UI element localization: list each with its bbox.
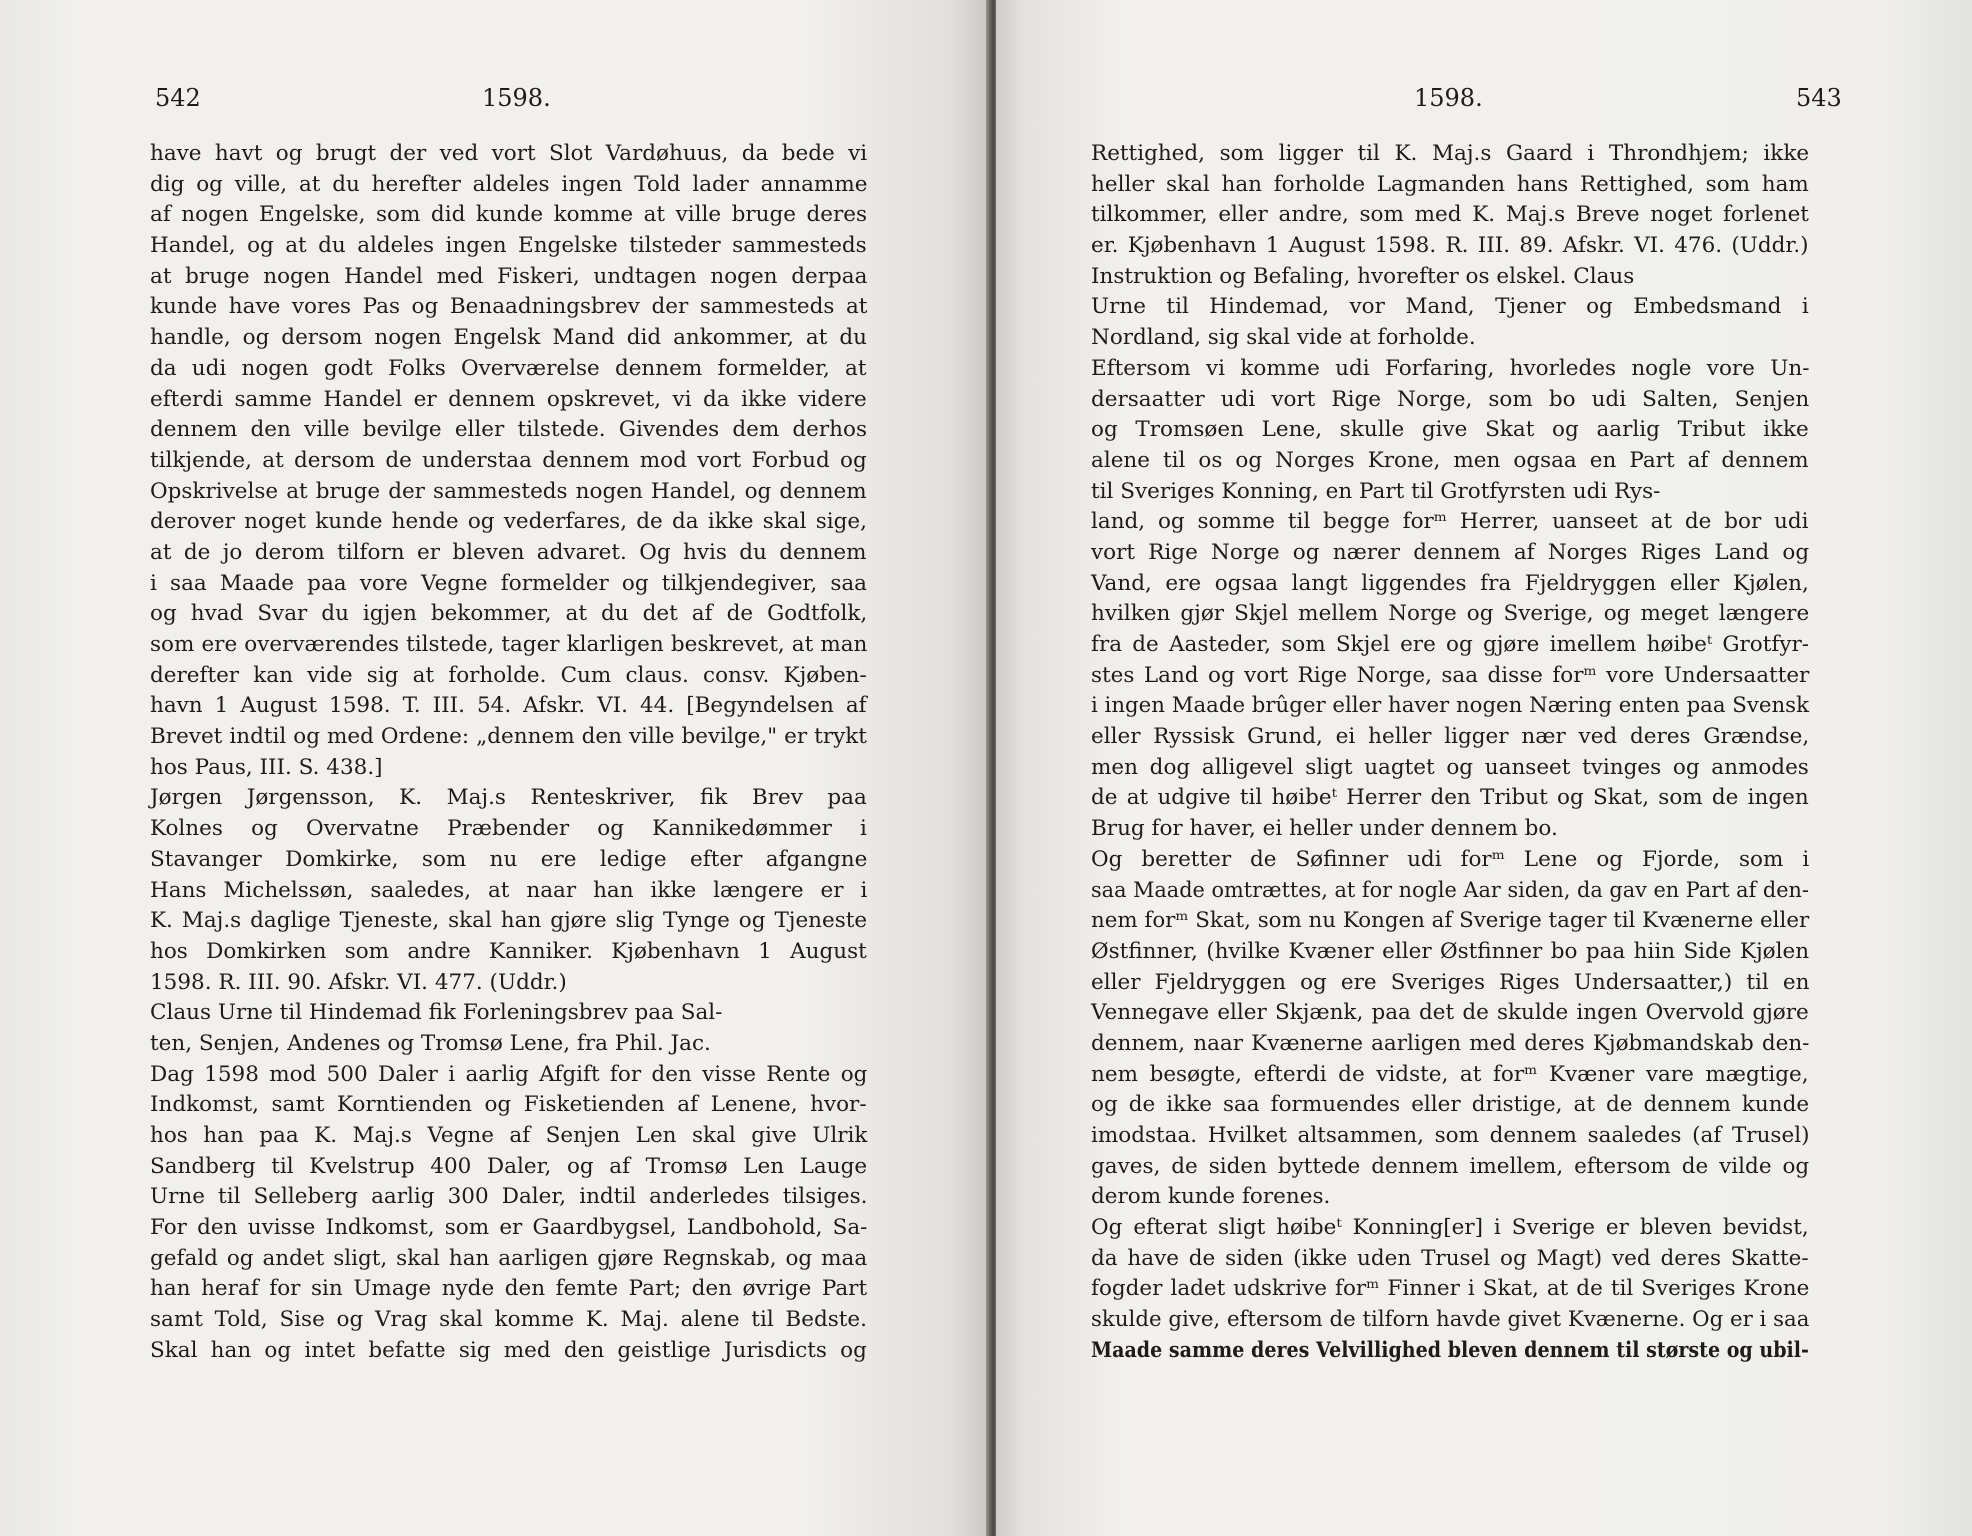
text-line: dennem den ville bevilge eller tilstede. Givendes dem derhos [150,417,868,443]
text-line: derom kunde forenes. [1091,1184,1331,1210]
text-line: tilkommer, eller andre, som med K. Maj.s Breve noget forlenet [1091,202,1809,228]
text-line: efterdi samme Handel er dennem opskrevet, vi da ikke videre [150,386,867,412]
text-line: gefald og andet sligt, skal han aarligen gjøre Regnskab, og maa [150,1245,868,1271]
text-line: Nordland, sig skal vide at forholde. [1091,325,1476,351]
text-line: af nogen Engelske, som did kunde komme at ville bruge deres [150,202,868,228]
text-line: dersaatter udi vort Rige Norge, som bo udi Salten, Senjen [1091,386,1810,412]
text-line: Claus Urne til Hindemad fik Forleningsbrev paa Sal- [150,1000,723,1026]
text-line: Skal han og intet befatte sig med den geistlige Jurisdicts og [150,1337,867,1363]
text-line: Hans Michelssøn, saaledes, at naar han ikke længere er i [150,877,868,903]
right-running-head: 1598. [1414,84,1483,112]
text-line: kunde have vores Pas og Benaadningsbrev der sammesteds at [150,294,868,320]
text-line: Vennegave eller Skjænk, paa det de skulde ingen Overvold gjøre [1091,1000,1809,1026]
text-line: Instruktion og Befaling, hvorefter os elskel. Claus [1091,263,1635,289]
text-line: Og efterat sligt høibeᵗ Konning[er] i Sverige er bleven bevidst, [1091,1215,1809,1241]
left-running-head: 1598. [482,84,551,112]
text-line: dig og ville, at du herefter aldeles ingen Told lader annamme [150,171,868,197]
text-line: vort Rige Norge og nærer dennem af Norges Riges Land og [1091,539,1810,565]
text-line: hos Domkirken som andre Kanniker. Kjøbenhavn 1 August [150,938,867,964]
text-line: Dag 1598 mod 500 Daler i aarlig Afgift for den visse Rente og [150,1061,868,1087]
text-line: og de ikke saa formuendes eller dristige, at de dennem kunde [1091,1092,1810,1118]
text-line: som ere overværendes tilstede, tager klarligen beskrevet, at man [150,632,868,657]
text-line: dennem, naar Kvænerne aarligen med deres Kjøbmandskab den- [1091,1030,1810,1056]
text-line: i ingen Maade brûger eller haver nogen Næring enten paa Svensk [1091,693,1809,719]
left-page-number: 542 [155,84,201,112]
text-line: at de jo derom tilforn er bleven advaret. Og hvis du dennem [150,539,867,565]
text-line: og hvad Svar du igjen bekommer, at du det af de Godtfolk, [150,601,868,627]
text-line: i saa Maade paa vore Vegne formelder og tilkjendegiver, saa [150,570,868,596]
right-page-text [1091,139,1809,1367]
text-line: Eftersom vi komme udi Forfaring, hvorledes nogle vore Un- [1091,355,1810,381]
text-line: de at udgive til høibeᵗ Herrer den Tribut og Skat, som de ingen [1091,785,1809,811]
text-line: have havt og brugt der ved vort Slot Vardøhuus, da bede vi [150,141,868,166]
text-line: derefter kan vide sig at forholde. Cum claus. consv. Kjøben- [150,662,867,688]
text-line: havn 1 August 1598. T. III. 54. Afskr. VI. 44. [Begyndelsen af [150,693,867,719]
text-line: derover noget kunde hende og vederfares, de da ikke skal sige, [150,509,867,535]
text-line: Rettighed, som ligger til K. Maj.s Gaard i Throndhjem; ikke [1091,141,1810,166]
text-line: Brug for haver, ei heller under dennem bo. [1091,816,1558,842]
text-line: ten, Senjen, Andenes og Tromsø Lene, fra Phil. Jac. [150,1030,711,1056]
text-line: 1598. R. III. 90. Afskr. VI. 477. (Uddr.) [150,969,567,995]
right-page-number: 543 [1796,84,1842,112]
text-line: K. Maj.s daglige Tjeneste, skal han gjøre slig Tynge og Tjeneste [150,908,868,934]
text-line: Urne til Hindemad, vor Mand, Tjener og Embedsmand i [1091,294,1809,320]
text-line: nem forᵐ Skat, som nu Kongen af Sverige tager til Kvænerne eller [1091,908,1810,934]
text-line: Stavanger Domkirke, som nu ere ledige efter afgangne [150,846,868,872]
text-line: og Tromsøen Lene, skulle give Skat og aarlig Tribut ikke [1091,417,1809,443]
text-line: heller skal han forholde Lagmanden hans Rettighed, som ham [1091,171,1809,197]
text-line: da udi nogen godt Folks Overværelse dennem formelder, at [150,355,867,381]
text-line: saa Maade omtrættes, at for nogle Aar siden, da gav en Part af den- [1091,877,1809,903]
text-line: Maade samme deres Velvillighed bleven dennem til største og ubil- [1091,1337,1809,1363]
text-line: Brevet indtil og med Ordene: „dennem den ville bevilge," er trykt [150,724,867,750]
text-line: hos Paus, III. S. 438.] [150,754,383,780]
text-line: hvilken gjør Skjel mellem Norge og Sverige, og meget længere [1091,601,1810,627]
text-line: skulde give, eftersom de tilforn havde givet Kvænerne. Og er i saa [1091,1307,1810,1333]
text-line: alene til os og Norges Krone, men ogsaa en Part af dennem [1091,447,1809,473]
text-line: handle, og dersom nogen Engelsk Mand did ankommer, at du [150,325,867,351]
text-line: hos han paa K. Maj.s Vegne af Senjen Len skal give Ulrik [150,1123,868,1148]
text-line: Indkomst, samt Korntienden og Fisketienden af Lenene, hvor- [150,1092,867,1118]
text-line: tilkjende, at dersom de understaa dennem mod vort Forbud og [150,447,867,473]
text-line: da have de siden (ikke uden Trusel og Magt) ved deres Skatte- [1091,1245,1809,1271]
text-line: For den uvisse Indkomst, som er Gaardbygsel, Landbohold, Sa- [150,1215,868,1241]
right-page [996,0,1972,1536]
text-line: samt Told, Sise og Vrag skal komme K. Maj. alene til Bedste. [150,1307,867,1333]
text-line: land, og somme til begge forᵐ Herrer, uanseet at de bor udi [1091,509,1809,535]
text-line: eller Ryssisk Grund, ei heller ligger nær ved deres Grændse, [1091,724,1810,750]
text-line: imodstaa. Hvilket altsammen, som dennem saaledes (af Trusel) [1091,1123,1810,1148]
text-line: han heraf for sin Umage nyde den femte Part; den øvrige Part [150,1276,868,1302]
text-line: Østfinner, (hvilke Kvæner eller Østfinner bo paa hiin Side Kjølen [1091,938,1810,964]
text-line: men dog alligevel sligt uagtet og uanseet tvinges og anmodes [1091,754,1809,780]
text-line: Handel, og at du aldeles ingen Engelske tilsteder sammesteds [150,233,867,259]
text-line: nem besøgte, efterdi de vidste, at forᵐ Kvæner vare mægtige, [1091,1061,1809,1087]
text-line: Opskrivelse at bruge der sammesteds nogen Handel, og dennem [150,478,867,504]
text-line: Jørgen Jørgensson, K. Maj.s Renteskriver, fik Brev paa [150,785,867,811]
text-line: gaves, de siden byttede dennem imellem, eftersom de vilde og [1091,1153,1810,1179]
text-line: Sandberg til Kvelstrup 400 Daler, og af Tromsø Len Lauge [150,1153,868,1179]
text-line: eller Fjeldryggen og ere Sveriges Riges Undersaatter,) til en [1091,969,1810,995]
left-page-text [150,139,867,1367]
text-line: stes Land og vort Rige Norge, saa disse forᵐ vore Undersaatter [1091,662,1810,688]
text-line: Urne til Selleberg aarlig 300 Daler, indtil anderledes tilsiges. [150,1184,868,1210]
text-line: Og beretter de Søfinner udi forᵐ Lene og Fjorde, som i [1091,846,1810,872]
text-line: at bruge nogen Handel med Fiskeri, undtagen nogen derpaa [150,263,868,289]
text-line: fra de Aasteder, som Skjel ere og gjøre imellem høibeᵗ Grotfyr- [1091,632,1810,657]
text-line: til Sveriges Konning, en Part til Grotfyrsten udi Rys- [1091,478,1661,504]
text-line: Kolnes og Overvatne Præbender og Kannikedømmer i [150,816,867,842]
text-line: Vand, ere ogsaa langt liggendes fra Fjeldryggen eller Kjølen, [1091,570,1809,596]
text-line: er. Kjøbenhavn 1 August 1598. R. III. 89. Afskr. VI. 476. (Uddr.) [1091,233,1809,259]
text-line: fogder ladet udskrive forᵐ Finner i Skat, at de til Sveriges Krone [1091,1276,1810,1302]
